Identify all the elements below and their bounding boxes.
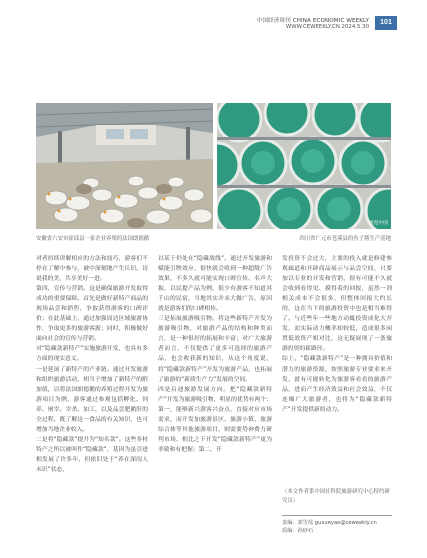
right-photo-caption: 四川省广元市苍溪县的鱼子酱生产基地 bbox=[299, 236, 391, 242]
paragraph: 四是启迪旅游发展方向。把“隐藏款新特产”开发为旅游吸引物，明显的优势有两个：第一，能够新兴游客兴奋点，直接对应市场需求，而开发加旅游景区、旅游小镇、旅游综合体等其他旅游项目，则需要势神费力研判市场，相比之下开发“隐藏款新特产”更为率致和有把握；第二，开 bbox=[158, 386, 272, 453]
photo-watermark: 视觉中国 bbox=[368, 221, 388, 226]
editor-credit: 责编：郭雪瑶 guxueyao@ceweekly.cn bbox=[282, 520, 377, 526]
paragraph: 一是延展了新特产的产业链。通过开发旅游和组织旅游活动，相当于增加了新特产的附加值，以将法国朗德鹅的养殖过程开发为旅游项目为例，游客通过参观包括孵化、饲养、屠宰、宰杀、加工，以及品尝肥鹅肝的全过程，既了解这一食品的有关知识，也可增加当地企业收入。 bbox=[36, 366, 148, 433]
article-column-1 bbox=[36, 254, 148, 539]
caviar-tanks-photo bbox=[217, 103, 391, 229]
geese-farm-photo bbox=[36, 103, 213, 229]
proofreader-credit: 质编：孙砂石 bbox=[282, 528, 314, 534]
article-column-2 bbox=[158, 254, 272, 526]
paragraph: 第四，宣传与营销。这是确保旅游开发取得成功的重要保障。首先是做好新特产商品的现场品尝和销售，争取获得游客的口碑评价；在此基础上，通过加强周边区域旅游协作，争取更多的旅游客源；同时，积极做好面向社会的宣传与营销。 bbox=[36, 286, 148, 343]
page-number: 101 bbox=[375, 16, 397, 30]
paragraph: 以某于仍处在“隐藏战线”。通过开发旅游和赋能引牌效应，很快就会收到一种超级广告效果，不多久就可能实现口碑宣传、名声大振，以民提产品为例，很少有游客不知道其千山的民宿，当地其实并未大做广告，原因就是游客们的口碑相传。 bbox=[158, 256, 272, 313]
paragraph: 对“隐藏款新特产”实施旅游开发，也具有多方面的现实意义。 bbox=[36, 346, 148, 363]
paragraph: 二是将“隐藏款”提升为“知名款”。这些多村特产之所以被叫作“隐藏款”，基因为虽引进相发展了许多年，但依旧处于“养在深闺人未识”状态， bbox=[36, 436, 148, 473]
paragraph: 对者持续讲解相应的方法和技巧，游客们不停在了解中参与，被中深刻地产生认识。诗说我的美，共享美好一进。 bbox=[36, 256, 148, 283]
paragraph: 三是拓展旅游吸引物。将这些新特产开发为旅游吸引物，对旅游产品的结构和种类而言，是一种很好的拓展和丰富；对广大旅游者而言，不仅提供了更多可选择的旅游产品，也会收获新的知识，从这个角度说，将“隐藏款新特产”开发为旅游产品，也拓展了旅游的“新质生产力”发展的空间。 bbox=[158, 316, 272, 383]
divider bbox=[282, 515, 392, 516]
paragraph: 综上，“隐藏款新特产”是一种拥具价值和潜力的旅游资源，按照旅游专业要求来开发，就有可能转化为旅游客看看的旅游产品，进而产生经济效益和社会效益，不仅连爆广大旅游者，也将为“隐藏款新特产”开发提供新的动力。 bbox=[282, 356, 392, 413]
article-column-3 bbox=[282, 254, 392, 484]
left-photo-caption: 安徽省六安市霍邱县一家企业养殖的法国朗德鹅 bbox=[36, 236, 150, 242]
magazine-website-date: WWW.CEWEEKLY.CN 2024.5.30 bbox=[285, 24, 369, 30]
magazine-name: 中国经济周刊 CHINA ECONOMIC WEEKLY bbox=[256, 18, 369, 24]
paragraph: 发投资不会过大，主要的投入就是修建参观廊道和开辟商品展示与品尝空间，只要加以专业的开发和营销，很有可能不久就会收到看得见、摸得着的回报，虽然一剂相关成本不会很多，但整体回报大约长的，这在当下的旅游投资中也是相当难得了。与近些年一些地方动辄投资成化大开发，而实际动力概率却较低，造成很多闲置低效资产相对比，这无疑展现了一条旅游投资的新路径。 bbox=[282, 256, 392, 353]
author-note: （本文作者系中国社科院旅游研究中心特约研究员） bbox=[282, 489, 390, 504]
page-header bbox=[209, 16, 409, 38]
